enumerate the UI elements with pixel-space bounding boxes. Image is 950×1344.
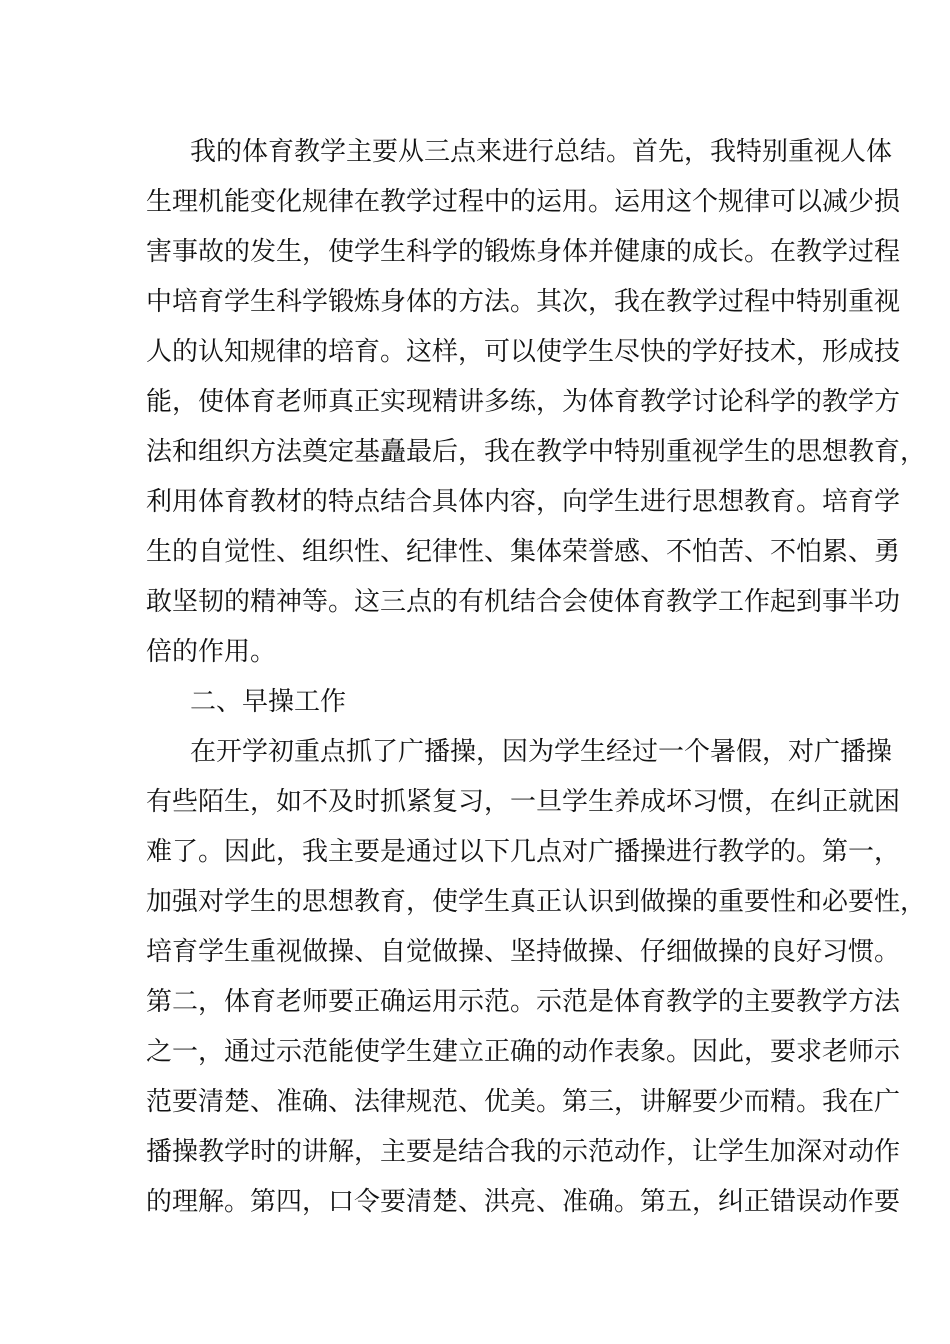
text-line-4: 中培育学生科学锻炼身体的方法。其次，我在教学过程中特别重视: [146, 287, 901, 317]
text-line-1: 我的体育教学主要从三点来进行总结。首先，我特别重视人体: [190, 137, 893, 167]
text-line-7: 法和组织方法奠定基矗最后，我在教学中特别重视学生的思想教育，: [146, 437, 927, 467]
text-line-13: 在开学初重点抓了广播操，因为学生经过一个暑假，对广播操: [190, 737, 893, 767]
text-line-17: 培育学生重视做操、自觉做操、坚持做操、仔细做操的良好习惯。: [146, 937, 901, 967]
text-line-11: 倍的作用。: [146, 637, 277, 667]
text-line-6: 能，使体育老师真正实现精讲多练，为体育教学讨论科学的教学方: [146, 387, 901, 417]
text-line-20: 范要清楚、准确、法律规范、优美。第三，讲解要少而精。我在广: [146, 1087, 901, 1117]
text-line-22: 的理解。第四，口令要清楚、洪亮、准确。第五，纠正错误动作要: [146, 1187, 901, 1217]
text-line-8: 利用体育教材的特点结合具体内容，向学生进行思想教育。培育学: [146, 487, 901, 517]
text-line-16: 加强对学生的思想教育，使学生真正认识到做操的重要性和必要性，: [146, 887, 927, 917]
text-line-15: 难了。因此，我主要是通过以下几点对广播操进行教学的。第一，: [146, 837, 901, 867]
section-heading: 二、早操工作: [190, 687, 347, 717]
text-line-9: 生的自觉性、组织性、纪律性、集体荣誉感、不怕苦、不怕累、勇: [146, 537, 901, 567]
text-line-19: 之一，通过示范能使学生建立正确的动作表象。因此，要求老师示: [146, 1037, 901, 1067]
text-line-10: 敢坚韧的精神等。这三点的有机结合会使体育教学工作起到事半功: [146, 587, 901, 617]
text-line-2: 生理机能变化规律在教学过程中的运用。运用这个规律可以减少损: [146, 187, 901, 217]
text-line-3: 害事故的发生，使学生科学的锻炼身体并健康的成长。在教学过程: [146, 237, 901, 267]
text-line-18: 第二，体育老师要正确运用示范。示范是体育教学的主要教学方法: [146, 987, 901, 1017]
text-line-14: 有些陌生，如不及时抓紧复习，一旦学生养成坏习惯，在纠正就困: [146, 787, 901, 817]
text-line-5: 人的认知规律的培育。这样，可以使学生尽快的学好技术，形成技: [146, 337, 901, 367]
text-line-21: 播操教学时的讲解，主要是结合我的示范动作，让学生加深对动作: [146, 1137, 901, 1167]
